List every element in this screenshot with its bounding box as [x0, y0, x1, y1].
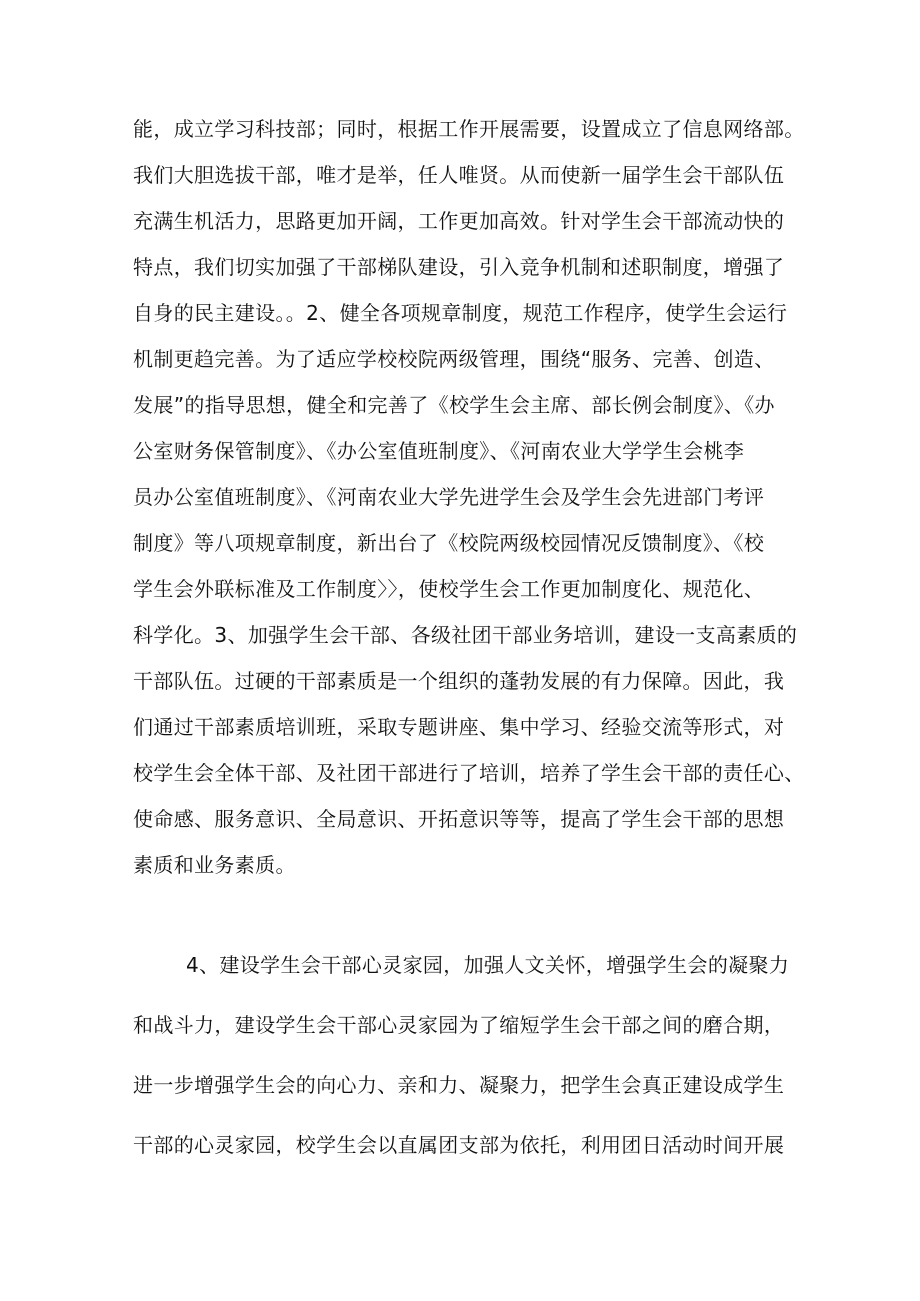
- text-line: 干部队伍。过硬的干部素质是一个组织的蓬勃发展的有力保障。因此，我: [133, 669, 785, 693]
- paragraph-1: [133, 106, 813, 888]
- text-line: 使命感、服务意识、全局意识、开拓意识等等，提高了学生会干部的思想: [133, 807, 785, 831]
- text-line: 特点，我们切实加强了干部梯队建设，引入竞争机制和述职制度，增强了: [133, 255, 785, 279]
- text-line: 充满生机活力，思路更加开阔，工作更加高效。针对学生会干部流动快的: [133, 209, 785, 233]
- text-line: 自身的民主建设。。2、健全各项规章制度，规范工作程序，使学生会运行: [133, 301, 788, 325]
- paragraph-2: [133, 935, 813, 1175]
- text-line: 4、建设学生会干部心灵家园，加强人文关怀，增强学生会的凝聚力: [186, 953, 790, 977]
- text-line: 机制更趋完善。为了适应学校校院两级管理，围绕“服务、完善、创造、: [133, 347, 775, 371]
- text-line: 制度》等八项规章制度，新出台了《校院两级校园情况反馈制度》、《校: [133, 531, 765, 555]
- text-line: 学生会外联标准及工作制度〉〉，使校学生会工作更加制度化、规范化、: [133, 577, 765, 601]
- text-line: 们通过干部素质培训班，采取专题讲座、集中学习、经验交流等形式，对: [133, 715, 785, 739]
- text-line: 发展”的指导思想，健全和完善了《校学生会主席、部长例会制度》、《办: [133, 393, 775, 417]
- text-line: 素质和业务素质。: [133, 853, 296, 877]
- text-line: 干部的心灵家园，校学生会以直属团支部为依托，利用团日活动时间开展: [133, 1133, 785, 1157]
- text-line: 公室财务保管制度》、《办公室值班制度》、《河南农业大学学生会桃李: [133, 439, 745, 463]
- text-line: 员办公室值班制度》、《河南农业大学先进学生会及学生会先进部门考评: [133, 485, 765, 509]
- text-line: 我们大胆选拔干部，唯才是举，任人唯贤。从而使新一届学生会干部队伍: [133, 163, 785, 187]
- text-line: 进一步增强学生会的向心力、亲和力、凝聚力，把学生会真正建设成学生: [133, 1073, 785, 1097]
- text-line: 校学生会全体干部、及社团干部进行了培训，培养了学生会干部的责任心、: [133, 761, 805, 785]
- text-line: 能，成立学习科技部；同时，根据工作开展需要，设置成立了信息网络部。: [133, 117, 805, 141]
- text-line: 和战斗力，建设学生会干部心灵家园为了缩短学生会干部之间的磨合期，: [133, 1013, 785, 1037]
- text-line: 科学化。3、加强学生会干部、各级社团干部业务培训，建设一支高素质的: [133, 623, 798, 647]
